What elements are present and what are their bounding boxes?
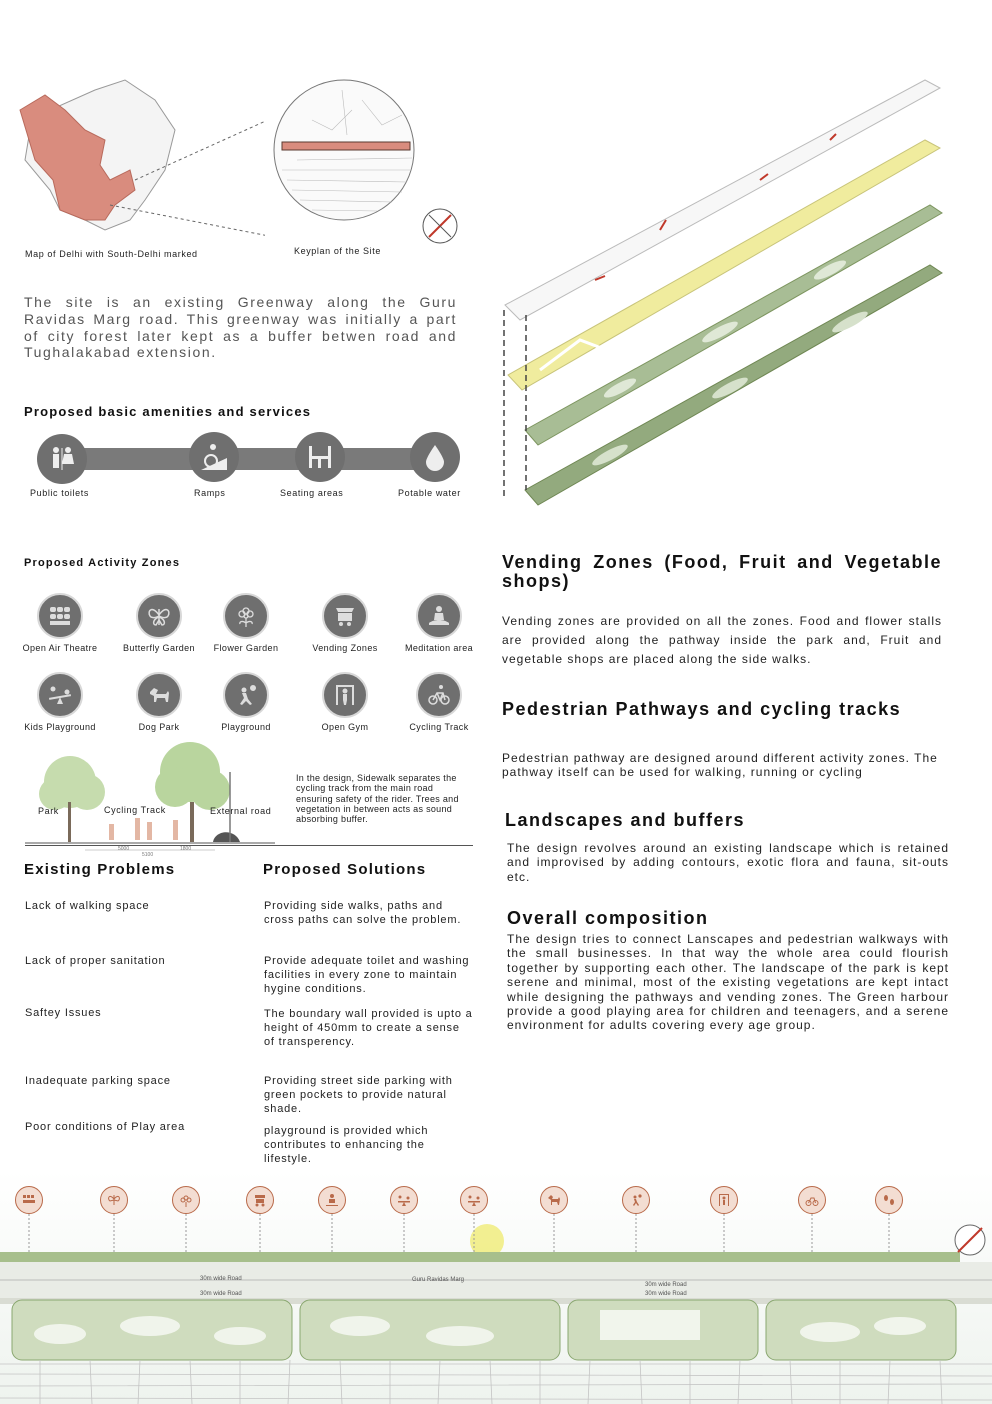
butterfly-icon	[100, 1186, 128, 1214]
theatre-icon	[15, 1186, 43, 1214]
gym-icon	[322, 672, 368, 718]
dog-icon	[540, 1186, 568, 1214]
exploded-axonometric	[500, 70, 945, 520]
zone-label: Butterfly Garden	[123, 643, 195, 653]
solution-item: Provide adequate toilet and washing facilities in every zone to maintain hygine conditions.	[264, 955, 470, 995]
zone-label: Kids Playground	[24, 722, 96, 732]
butterfly-icon	[136, 593, 182, 639]
water-drop-icon	[410, 432, 460, 482]
road-label: 30m wide Road	[645, 1282, 687, 1288]
keyplan	[272, 70, 417, 230]
seating-icon	[295, 432, 345, 482]
section-dim-2: 1800	[180, 846, 192, 852]
flower-icon	[223, 593, 269, 639]
zone-dog-park	[114, 672, 204, 732]
player-icon	[223, 672, 269, 718]
zone-butterfly-garden	[114, 593, 204, 653]
seesaw-icon	[37, 672, 83, 718]
section-dim-total: 5100	[142, 852, 154, 858]
street-section	[25, 742, 275, 857]
master-plan	[0, 1214, 992, 1404]
zone-label: Meditation area	[404, 643, 474, 653]
ramp-icon	[189, 432, 239, 482]
pedestrian-text: Pedestrian pathway are designed around different activity zones. The pathway itself can be used for walking, running or cycling	[502, 751, 938, 780]
keyplan-caption: Keyplan of the Site	[294, 246, 381, 256]
zone-label: Vending Zones	[312, 643, 378, 653]
zone-vending	[300, 593, 390, 653]
zone-kids-playground	[15, 672, 105, 732]
solution-item: Providing side walks, paths and cross paths can solve the problem.	[264, 900, 462, 926]
amenity-label-ramps: Ramps	[194, 488, 226, 498]
zone-label: Open Air Theatre	[22, 643, 98, 653]
landscape-title: Landscapes and buffers	[505, 810, 746, 830]
problem-item: Lack of walking space	[25, 900, 150, 912]
meditation-icon	[318, 1186, 346, 1214]
section-label-park: Park	[38, 806, 59, 816]
section-label-road: External road	[210, 806, 272, 816]
player-icon	[622, 1186, 650, 1214]
meditation-icon	[416, 593, 462, 639]
zone-label: Dog Park	[138, 722, 180, 732]
landscape-text: The design revolves around an existing landscape which is retained and improvised by adding contours, exotic flora and fauna, sit-outs etc.	[507, 841, 949, 884]
theatre-icon	[37, 593, 83, 639]
gym-icon	[710, 1186, 738, 1214]
section-dim-1: 5000	[118, 846, 130, 852]
section-note: In the design, Sidewalk separates the cycling track from the main road ensuring safety of the rider. Trees and vegetation in between acts as sound absorbing buffer.	[296, 773, 459, 825]
zones-title: Proposed Activity Zones	[24, 557, 181, 569]
solution-item: playground is provided which contributes to enhancing the lifestyle.	[264, 1125, 429, 1165]
overall-text: The design tries to connect Lanscapes and pedestrian walkways with the small businesses. In that way the whole area could flourish together by supporting each other. The landscape of the park is kept serene and minimal, most of the existing vegetations are kept intact while designing the pathways and vending zones. The Green harbour provide a good playing area for children and teenagers, and a serene environment for adults covering every age group.	[507, 932, 949, 1033]
road-name-label: Guru Ravidas Marg	[412, 1277, 465, 1283]
seesaw-icon	[460, 1186, 488, 1214]
delhi-map	[15, 70, 265, 250]
problem-item: Poor conditions of Play area	[25, 1121, 185, 1133]
zone-label: Playground	[221, 722, 271, 732]
zone-open-gym	[300, 672, 390, 732]
bicycle-icon	[416, 672, 462, 718]
zone-flower-garden	[201, 593, 291, 653]
solution-item: Providing street side parking with green pockets to provide natural shade.	[264, 1075, 453, 1115]
road-label: 30m wide Road	[200, 1276, 242, 1282]
toilet-icon	[37, 434, 87, 484]
zone-playground	[201, 672, 291, 732]
zone-cycling-track	[394, 672, 484, 732]
pedestrian-title: Pedestrian Pathways and cycling tracks	[502, 699, 902, 719]
delhi-map-caption: Map of Delhi with South-Delhi marked	[25, 249, 198, 259]
overall-title: Overall composition	[507, 908, 709, 928]
problem-item: Lack of proper sanitation	[25, 955, 166, 967]
zone-meditation	[394, 593, 484, 653]
section-label-cycling: Cycling Track	[104, 805, 166, 815]
cart-icon	[246, 1186, 274, 1214]
section-divider	[25, 845, 473, 846]
zone-label: Flower Garden	[213, 643, 279, 653]
problem-item: Saftey Issues	[25, 1007, 102, 1019]
footprints-icon	[875, 1186, 903, 1214]
amenity-label-water: Potable water	[398, 488, 461, 498]
road-label: 30m wide Road	[645, 1291, 687, 1297]
bicycle-icon	[798, 1186, 826, 1214]
north-icon	[421, 207, 459, 245]
problems-title: Existing Problems	[24, 861, 176, 878]
zone-label: Cycling Track	[409, 722, 469, 732]
solutions-title: Proposed Solutions	[263, 861, 427, 878]
seesaw-icon	[390, 1186, 418, 1214]
dog-icon	[136, 672, 182, 718]
problem-item: Inadequate parking space	[25, 1075, 171, 1087]
intro-text: The site is an existing Greenway along the Guru Ravidas Marg road. This greenway was initially a part of city forest later kept as a buffer betwen road and Tughalakabad extension.	[24, 294, 457, 361]
vending-title: Vending Zones (Food, Fruit and Vegetable shops)	[502, 552, 942, 591]
zone-open-air-theatre	[15, 593, 105, 653]
amenities-bar	[62, 448, 442, 470]
amenities-title: Proposed basic amenities and services	[24, 404, 312, 419]
flower-icon	[172, 1186, 200, 1214]
amenity-label-seating: Seating areas	[280, 488, 344, 498]
vending-text: Vending zones are provided on all the zones. Food and flower stalls are provided along the pathway inside the park and, Fruit and vegetable shops are placed along the side walks.	[502, 614, 942, 667]
road-label: 30m wide Road	[200, 1291, 242, 1297]
amenity-label-toilets: Public toilets	[30, 488, 89, 498]
solution-item: The boundary wall provided is upto a height of 450mm to create a sense of transperency.	[264, 1008, 473, 1048]
cart-icon	[322, 593, 368, 639]
zone-label: Open Gym	[321, 722, 369, 732]
